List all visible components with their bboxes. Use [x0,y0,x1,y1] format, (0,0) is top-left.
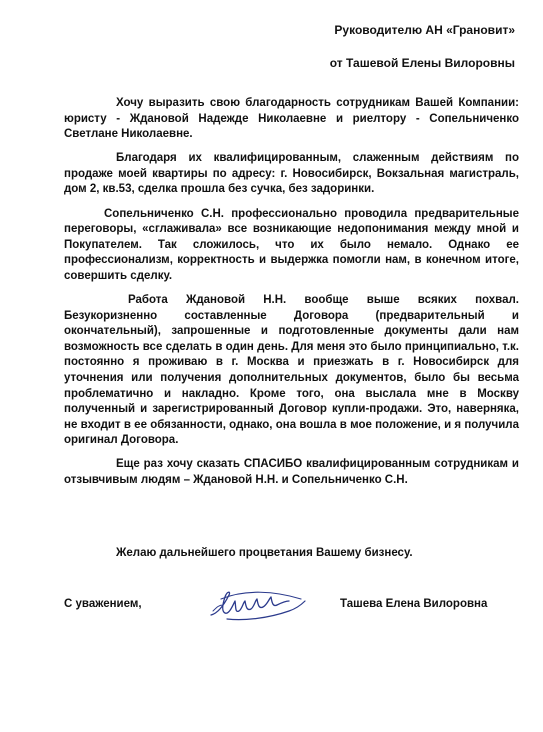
signer-name: Ташева Елена Вилоровна [340,598,488,610]
paragraph-thanks: Еще раз хочу сказать СПАСИБО квалифицированным сотрудникам и отзывчивым людям – Ждановой Н.Н. и Сопельниченко С.Н. [64,458,519,487]
paragraph-lawyer: Работа Ждановой Н.Н. вообще выше всяких похвал. Безукоризненно составленные Договора (предварительный и окончательный), запрошенные и подготовленные документы дали нам возможность все сделать в один день. Для меня это было принципиально, т.к. постоянно я проживаю в г. Москва и приезжать в г. Новосибирск для уточнения или получения дополнительных документов, было бы весьма проблематично и накладно. Кроме того, она выслала мне в Москву полученный и зарегистрированный Договор купли-продажи. Это, наверняка, не входит в ее обязанности, однако, она вошла в мое положение, и я получила оригинал Договора. [64,294,519,447]
closing-wish: Желаю дальнейшего процветания Вашему бизнесу. [116,547,413,559]
letter-body [64,96,519,497]
addressee-line: Руководителю АН «Грановит» [334,23,515,37]
paragraph-deal: Благодаря их квалифицированным, слаженным действиям по продаже моей квартиры по адресу: г. Новосибирск, Вокзальная магистраль, дом 2, кв.53, сделка прошла без сучка, без задоринки. [64,152,519,196]
handwritten-signature-icon [205,585,313,625]
sender-line: от Ташевой Елены Вилоровны [329,56,515,70]
paragraph-realtor: Сопельниченко С.Н. профессионально проводила предварительные переговоры, «сглаживала» все возникающие недопонимания между мной и Покупателем. Так сложилось, что их было немало. Однако ее профессионализм, корректность и выдержка помогли нам, в конечном итоге, совершить сделку. [64,207,519,282]
closing-regards: С уважением, [64,598,142,610]
paragraph-gratitude: Хочу выразить свою благодарность сотрудникам Вашей Компании: юристу - Ждановой Надежде Николаевне и риелтору - Сопельниченко Светлане Николаевне. [64,97,519,141]
